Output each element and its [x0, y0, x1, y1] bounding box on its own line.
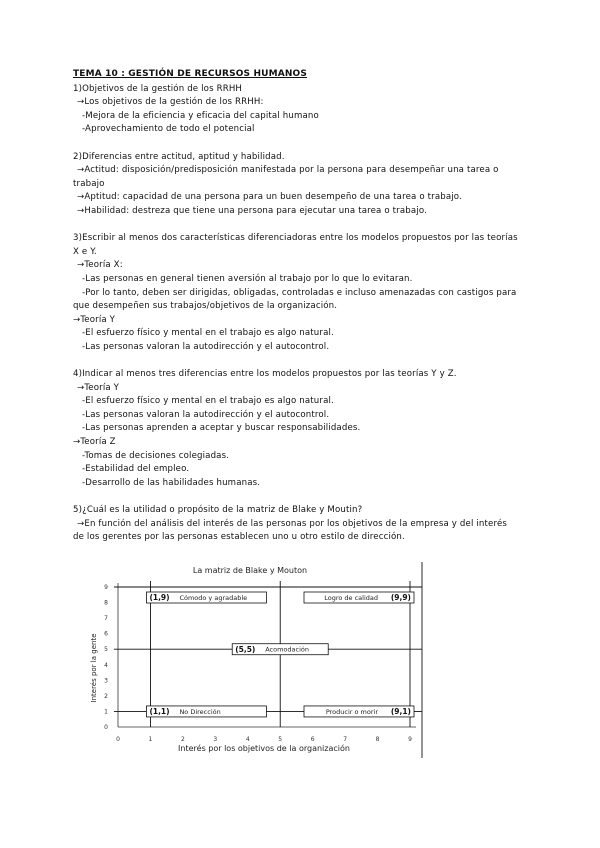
- style-coordinate: (9,9): [390, 593, 411, 603]
- theory-z-heading: →Teoría Z: [73, 436, 533, 450]
- question-2: 2)Diferencias entre actitud, aptitud y habilidad.: [73, 151, 285, 162]
- arrow-icon: →: [77, 260, 85, 271]
- arrow-icon: →: [77, 518, 85, 529]
- theory-y-item: -El esfuerzo físico y mental en el trabajo es algo natural.: [82, 396, 334, 407]
- x-tick-label: 0: [116, 736, 120, 743]
- theory-y-heading: →Teoría Y: [73, 382, 533, 396]
- style-label: Logro de calidad: [324, 594, 378, 602]
- x-tick-label: 9: [408, 736, 412, 743]
- y-tick-label: 8: [104, 599, 108, 607]
- y-tick-label: 0: [104, 724, 108, 731]
- blake-mouton-chart: [82, 560, 442, 760]
- theory-z-item: -Desarrollo de las habilidades humanas.: [82, 477, 261, 488]
- arrow-icon: →: [73, 437, 81, 448]
- x-tick-label: 1: [148, 736, 153, 743]
- y-tick-label: 5: [104, 646, 108, 654]
- answer-5: →En función del análisis del interés de las personas por los objetivos de la empresa y del interés: [73, 518, 533, 532]
- arrow-icon: →: [77, 205, 85, 216]
- x-axis-label: Interés por los objetivos de la organización: [178, 744, 350, 753]
- x-tick-label: 7: [343, 736, 348, 743]
- theory-y-item: -Las personas valoran la autodirección y el autocontrol.: [82, 409, 330, 420]
- x-tick-label: 5: [278, 736, 283, 743]
- theory-x-item-cont: que desempeñen sus trabajos/objetivos de la organización.: [73, 301, 338, 312]
- arrow-icon: →: [73, 314, 81, 325]
- x-tick-label: 8: [375, 736, 380, 743]
- arrow-icon: →: [77, 97, 85, 108]
- theory-x-item: -Las personas en general tienen aversión al trabajo por lo que lo evitaran.: [82, 273, 413, 284]
- theory-x-heading: →Teoría X:: [73, 259, 533, 273]
- question-4: 4)Indicar al menos tres diferencias entre los modelos propuestos por las teorías Y y Z.: [73, 369, 457, 380]
- question-1: 1)Objetivos de la gestión de los RRHH: [73, 83, 243, 94]
- answer-1-item: -Mejora de la eficiencia y eficacia del capital humano: [82, 110, 319, 121]
- y-tick-label: 9: [104, 584, 108, 591]
- theory-y-heading: →Teoría Y: [73, 314, 533, 328]
- style-coordinate: (5,5): [235, 644, 256, 654]
- y-tick-label: 4: [104, 661, 108, 669]
- style-coordinate: (9,1): [390, 707, 411, 717]
- style-label: No Dirección: [179, 707, 221, 716]
- page-title: TEMA 10 : GESTIÓN DE RECURSOS HUMANOS: [73, 69, 307, 79]
- x-tick-label: 4: [245, 736, 250, 743]
- y-tick-label: 6: [104, 630, 108, 638]
- answer-1: →Los objetivos de la gestión de los RRHH:: [73, 96, 533, 110]
- theory-y-item: -Las personas aprenden a aceptar y buscar responsabilidades.: [82, 423, 361, 434]
- arrow-icon: →: [77, 192, 85, 203]
- question-3-cont: X e Y.: [73, 246, 97, 257]
- style-label: Acomodación: [265, 645, 310, 654]
- x-tick-label: 6: [310, 736, 315, 743]
- x-tick-label: 3: [213, 736, 218, 743]
- y-axis-label: Interés por la gente: [90, 633, 98, 703]
- theory-y-item: -El esfuerzo físico y mental en el trabajo es algo natural.: [82, 328, 334, 339]
- theory-z-item: -Tomas de decisiones colegiadas.: [82, 450, 230, 461]
- theory-z-item: -Estabilidad del empleo.: [82, 464, 190, 475]
- question-5: 5)¿Cuál es la utilidad o propósito de la matriz de Blake y Moutin?: [73, 505, 363, 515]
- style-label: Cómodo y agradable: [179, 594, 248, 602]
- style-label: Producir o morir: [325, 707, 378, 716]
- y-tick-label: 3: [104, 677, 108, 685]
- x-tick-label: 2: [180, 736, 185, 743]
- y-tick-label: 7: [104, 615, 108, 623]
- style-coordinate: (1,9): [149, 593, 170, 603]
- y-tick-label: 2: [104, 692, 108, 700]
- answer-1-item: -Aprovechamiento de todo el potencial: [82, 124, 255, 135]
- question-3: 3)Escribir al menos dos características diferenciadoras entre los modelos propuestos por las teorías: [73, 233, 518, 244]
- chart-title: La matriz de Blake y Mouton: [192, 566, 308, 575]
- answer-5-cont: de los gerentes por las personas establecen uno u otro estilo de dirección.: [73, 532, 405, 543]
- theory-x-item: -Por lo tanto, deben ser dirigidas, obligadas, controladas e incluso amenazadas con castigos para: [82, 287, 517, 298]
- answer-2-habilidad: →Habilidad: destreza que tiene una persona para ejecutar una tarea o trabajo.: [73, 205, 533, 219]
- arrow-icon: →: [77, 382, 85, 393]
- answer-2-actitud: →Actitud: disposición/predisposición manifestada por la persona para desempeñar una tarea o: [73, 164, 533, 178]
- style-coordinate: (1,1): [149, 707, 170, 717]
- theory-y-item: -Las personas valoran la autodirección y el autocontrol.: [82, 341, 330, 352]
- arrow-icon: →: [77, 165, 85, 176]
- document-body: [73, 68, 533, 545]
- y-tick-label: 1: [104, 708, 108, 716]
- answer-2-actitud-cont: trabajo: [73, 178, 105, 189]
- answer-2-aptitud: →Aptitud: capacidad de una persona para un buen desempeño de una tarea o trabajo.: [73, 191, 533, 205]
